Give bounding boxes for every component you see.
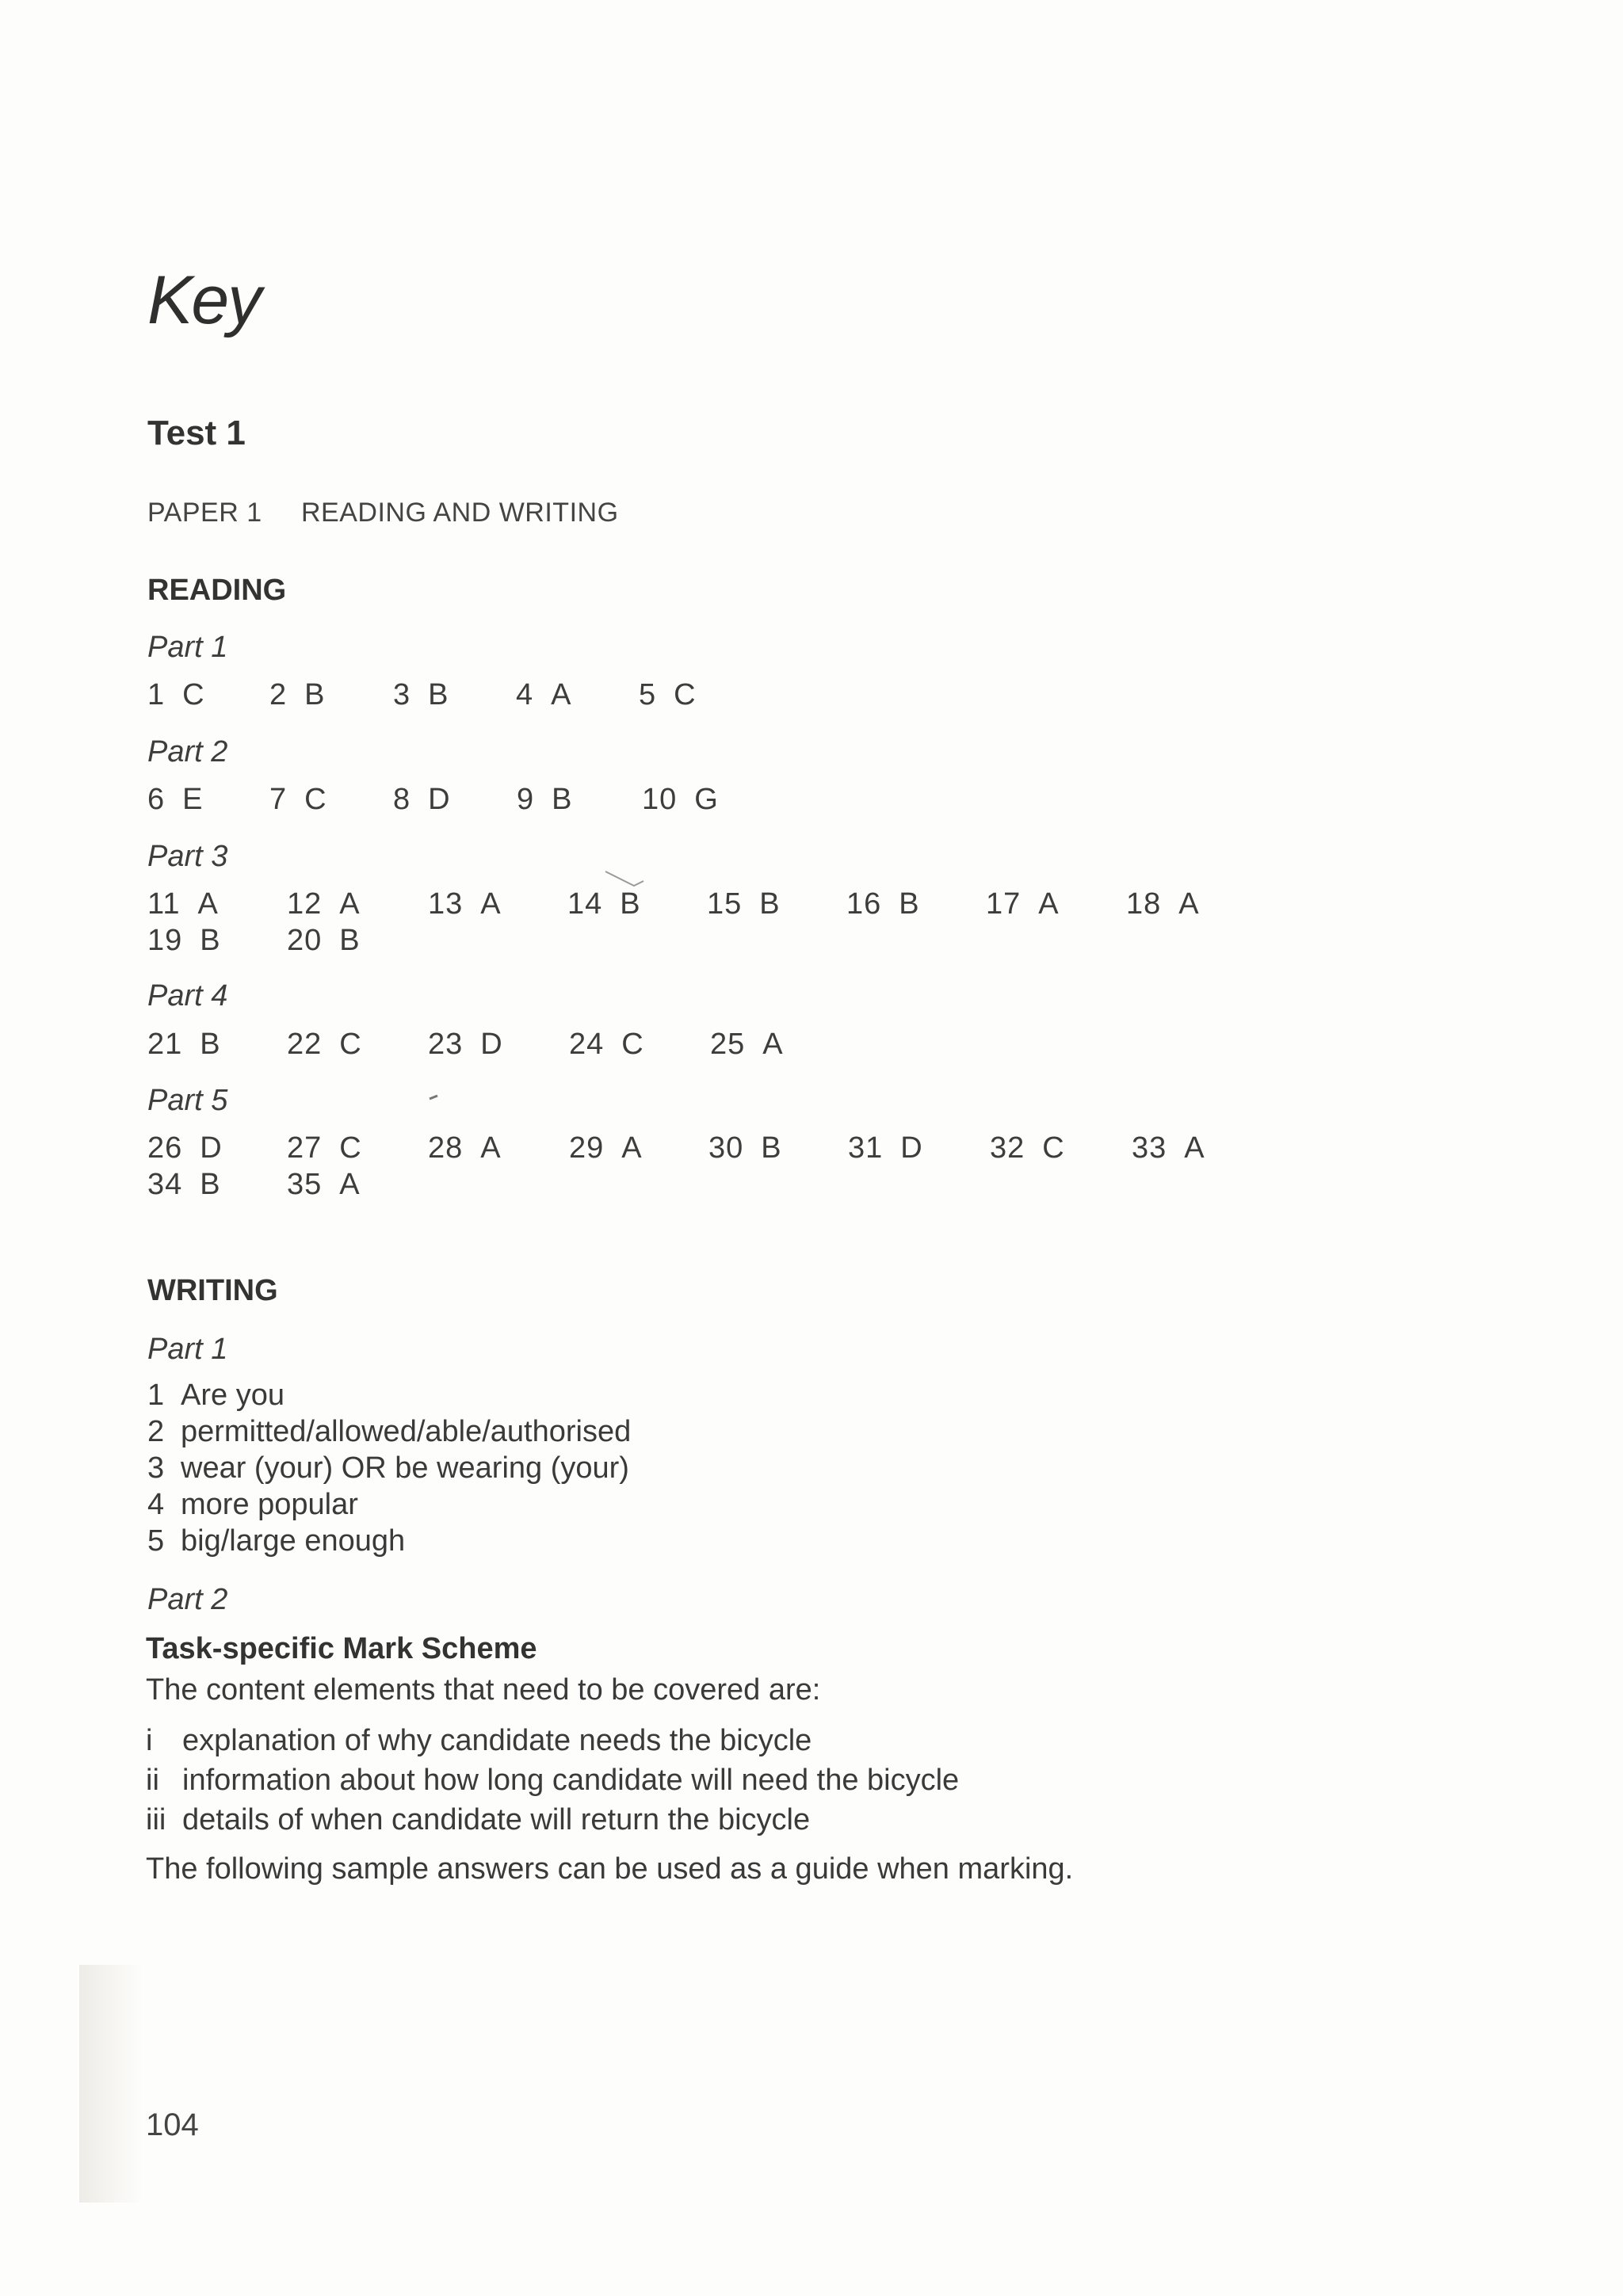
answer-33: 33 A	[1132, 1131, 1205, 1165]
answer-29: 29 A	[569, 1131, 643, 1165]
content-element-iii: iii details of when candidate will return the bicycle	[146, 1803, 811, 1836]
answer-13: 13 A	[428, 887, 502, 921]
answer-5: 5 C	[639, 678, 697, 711]
answer-34: 34 B	[147, 1168, 221, 1201]
reading-part1-label: Part 1	[147, 631, 228, 664]
answer-10: 10 G	[642, 783, 719, 816]
test-title: Test 1	[147, 414, 246, 452]
reading-part2-label: Part 2	[147, 735, 228, 769]
writing-heading: WRITING	[147, 1274, 278, 1307]
answer-24: 24 C	[569, 1028, 644, 1061]
stray-mark	[428, 1093, 441, 1101]
reading-part4-label: Part 4	[147, 979, 228, 1013]
writing-answer-4: 4 more popular	[147, 1488, 358, 1521]
page-title: Key	[147, 262, 261, 338]
answer-20: 20 B	[287, 924, 361, 957]
answer-14: 14 B	[567, 887, 641, 921]
answer-27: 27 C	[287, 1131, 362, 1165]
answer-6: 6 E	[147, 783, 204, 816]
pencil-mark	[602, 868, 650, 897]
answer-9: 9 B	[517, 783, 573, 816]
answer-25: 25 A	[710, 1028, 784, 1061]
answer-23: 23 D	[428, 1028, 503, 1061]
answer-16: 16 B	[846, 887, 920, 921]
answer-2: 2 B	[269, 678, 326, 711]
reading-heading: READING	[147, 574, 287, 607]
mark-scheme-heading: Task-specific Mark Scheme	[146, 1632, 537, 1665]
answer-31: 31 D	[848, 1131, 923, 1165]
answer-19: 19 B	[147, 924, 221, 957]
answer-28: 28 A	[428, 1131, 502, 1165]
writing-part1-label: Part 1	[147, 1333, 228, 1366]
answer-8: 8 D	[393, 783, 451, 816]
answer-3: 3 B	[393, 678, 449, 711]
answer-7: 7 C	[269, 783, 327, 816]
answer-18: 18 A	[1126, 887, 1200, 921]
scan-shadow	[79, 1965, 143, 2203]
content-element-ii: ii information about how long candidate will need the bicycle	[146, 1764, 960, 1797]
answer-32: 32 C	[990, 1131, 1065, 1165]
writing-part2-label: Part 2	[147, 1583, 228, 1616]
reading-part3-label: Part 3	[147, 840, 228, 873]
answer-26: 26 D	[147, 1131, 223, 1165]
answer-17: 17 A	[986, 887, 1060, 921]
closing-text: The following sample answers can be used as a guide when marking.	[146, 1852, 1074, 1886]
answer-12: 12 A	[287, 887, 361, 921]
paper-name: READING AND WRITING	[301, 498, 619, 528]
answer-4: 4 A	[516, 678, 572, 711]
writing-answer-2: 2 permitted/allowed/able/authorised	[147, 1415, 632, 1448]
answer-21: 21 B	[147, 1028, 221, 1061]
answer-35: 35 A	[287, 1168, 361, 1201]
mark-scheme-intro: The content elements that need to be covered are:	[146, 1673, 821, 1707]
writing-answer-3: 3 wear (your) OR be wearing (your)	[147, 1451, 629, 1485]
reading-part5-label: Part 5	[147, 1084, 228, 1117]
page-number: 104	[146, 2107, 199, 2142]
answer-22: 22 C	[287, 1028, 362, 1061]
paper-label: PAPER 1	[147, 498, 262, 528]
content-element-i: i explanation of why candidate needs the bicycle	[146, 1724, 812, 1757]
answer-15: 15 B	[707, 887, 781, 921]
answer-30: 30 B	[708, 1131, 782, 1165]
answer-11: 11 A	[147, 887, 219, 921]
writing-answer-1: 1 Are you	[147, 1379, 285, 1412]
writing-answer-5: 5 big/large enough	[147, 1524, 406, 1558]
answer-1: 1 C	[147, 678, 205, 711]
